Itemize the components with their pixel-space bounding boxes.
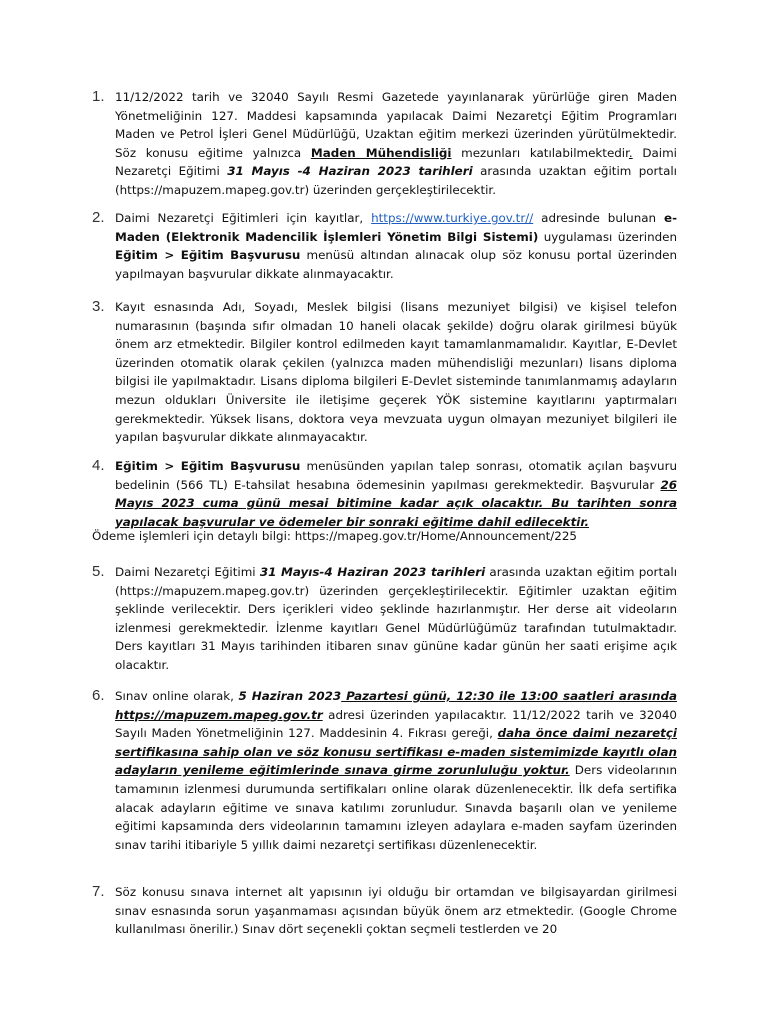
text-run: Daimi Nezaretçi Eğitimi xyxy=(115,145,677,179)
item-text xyxy=(115,883,677,939)
text-run: 11/12/2022 tarih ve 32040 Sayılı Resmi Gazetede yayınlanarak yürürlüğe giren Maden Yönetmeliğinin 127. Maddesi kapsamında yapılacak Daimi Nezaretçi Eğitim Programları Maden ve Petrol İşleri Genel Müdürlüğü, Uzaktan eğitim merkezi üzerinden yürütülmektedir. Söz konusu eğitime yalnızca xyxy=(115,90,677,160)
text-run: Sınav online olarak, xyxy=(115,689,239,703)
payment-note-link[interactable]: https://mapeg.gov.tr/Home/Announcement/225 xyxy=(294,529,577,543)
text-run: Pazartesi günü, 12:30 ile 13:00 saatleri arasında xyxy=(341,689,677,703)
text-run: menüsü altından alınacak olup söz konusu portal üzerinden yapılmayan başvurular dikkate alınmayacaktır. xyxy=(115,248,677,281)
item-text xyxy=(115,88,677,200)
text-run: daha önce daimi nezaretçi sertifikasına sahip olan ve söz konusu sertifikası e-maden sistemimizde kayıtlı olan adayların yenileme eğitimlerinde sınava girme zorunluluğu yoktur. xyxy=(115,726,677,778)
item-number: 2. xyxy=(92,209,105,226)
text-run: adresi üzerinden yapılacaktır. 11/12/2022 tarih ve 32040 Sayılı Maden Yönetmeliğinin 127. Maddesinin 4. Fıkrası gereği, xyxy=(115,707,677,741)
item-number: 6. xyxy=(92,687,105,704)
item-number: 7. xyxy=(92,883,105,900)
item-number: 1. xyxy=(92,88,105,105)
text-run: uygulaması üzerinden xyxy=(538,229,678,244)
text-run: 26 Mayıs 2023 cuma günü mesai bitimine kadar açık olacaktır. Bu tarihten sonra yapılacak başvurular ve ödemeler bir sonraki eğitime dahil edilecektir. xyxy=(115,477,677,529)
list-item-3 xyxy=(92,298,692,447)
text-run: mezunları katılabilmektedir xyxy=(451,145,629,160)
text-run: 5 Haziran 2023 xyxy=(238,689,342,703)
text-run: Maden Mühendisliği xyxy=(310,145,452,160)
list-item-1 xyxy=(92,88,692,200)
item-text xyxy=(115,687,677,854)
text-run: Ders videolarının tamamının izlenmesi durumunda sertifikaları online olarak düzenlenecektir. İlk defa sertifika alacak adayların eğitime ve sınava katılımı zorunludur. Sınavda başarılı olan ve yenileme eğitimi kapsamında ders videolarının tamamını izleyen adaylara e-maden sayfam üzerinden sınav tarihi itibariyle 5 yıllık daimi nezaretçi sertifikası düzenlenecektir. xyxy=(115,763,677,852)
text-run: Daimi Nezaretçi Eğitimi xyxy=(115,565,260,579)
list-item-6 xyxy=(92,687,692,854)
list-item-7 xyxy=(92,883,692,939)
text-run: https://mapuzem.mapeg.gov.tr xyxy=(115,707,323,722)
text-run: Eğitim > Eğitim Başvurusu xyxy=(115,248,301,263)
item-number: 4. xyxy=(92,457,105,474)
item-text xyxy=(115,457,677,531)
item-text xyxy=(115,563,677,675)
text-run: e-Maden (Elektronik Madencilik İşlemleri Yönetim Bilgi Sistemi) xyxy=(115,211,677,244)
list-item-5 xyxy=(92,563,692,675)
turkiye-gov-link[interactable]: https://www.turkiye.gov.tr// xyxy=(371,211,534,225)
text-run: arasında uzaktan eğitim portalı (https://mapuzem.mapeg.gov.tr) üzerinden gerçekleştirilecektir. xyxy=(115,164,677,197)
payment-note-label: Ödeme işlemleri için detaylı bilgi: xyxy=(92,529,291,543)
item-text xyxy=(115,298,677,447)
item-number: 3. xyxy=(92,298,105,315)
text-run: arasında uzaktan eğitim portalı (https://mapuzem.mapeg.gov.tr) üzerinden gerçekleştirilecektir. Eğitimler uzaktan eğitim şeklinde verilecektir. Ders içerikleri video şeklinde hazırlanmıştır. Her derse ait videoların izlenmesi gerekmektedir. İzlenme kayıtları Genel Müdürlüğümüz tarafından tutulmaktadır. Ders kayıtları 31 Mayıs tarihinden itibaren sınav gününe kadar günün her saati erişime açık olacaktır. xyxy=(115,565,677,672)
text-run: 31 Mayıs -4 Haziran 2023 tarihleri xyxy=(227,164,473,179)
payment-note xyxy=(92,527,692,546)
text-run: Daimi Nezaretçi Eğitimleri için kayıtlar, xyxy=(115,211,372,225)
list-item-4 xyxy=(92,457,692,531)
item-text xyxy=(115,209,677,283)
text-run: 31 Mayıs-4 Haziran 2023 tarihleri xyxy=(259,565,486,579)
text-run: Söz konusu sınava internet alt yapısının iyi olduğu bir ortamdan ve bilgisayardan girilmesi sınav esnasında sorun yaşanmaması açısından büyük önem arz etmektedir. (Google Chrome kullanılması önerilir.) Sınav dört seçenekli çoktan seçmeli testlerden ve 20 xyxy=(115,885,677,937)
text-run: Kayıt esnasında Adı, Soyadı, Meslek bilgisi (lisans mezuniyet bilgisi) ve kişisel telefon numarasının (başında sıfır olmadan 10 haneli olacak şekilde) doğru olarak girilmesi büyük önem arz etmektedir. Bilgiler kontrol edilmeden kayıt tamamlanmamalıdır. Kayıtlar, E-Devlet üzerinden otomatik olarak çekilen (yalnızca maden mühendisliği mezunları) lisans diploma bilgisi ile yapılmaktadır. Lisans diploma bilgileri E-Devlet sisteminde tanımlanmamış adayların mezun oldukları Üniversite ile iletişime geçerek YÖK sistemine kayıtlarını yaptırmaları gerekmektedir. Yüksek lisans, doktora veya mevzuata uygun olmayan mezuniyet bilgileri ile yapılan başvurular dikkate alınmayacaktır. xyxy=(115,300,677,445)
text-run: menüsünden yapılan talep sonrası, otomatik açılan başvuru bedelinin (566 TL) E-tahsilat hesabına ödemesinin yapılması gerekmektedir. Başvurular xyxy=(115,459,677,492)
item-number: 5. xyxy=(92,563,105,580)
text-run: Eğitim > Eğitim Başvurusu xyxy=(115,459,301,473)
text-run: . xyxy=(628,145,633,160)
list-item-2 xyxy=(92,209,692,283)
text-run: adresinde bulunan xyxy=(533,211,664,225)
